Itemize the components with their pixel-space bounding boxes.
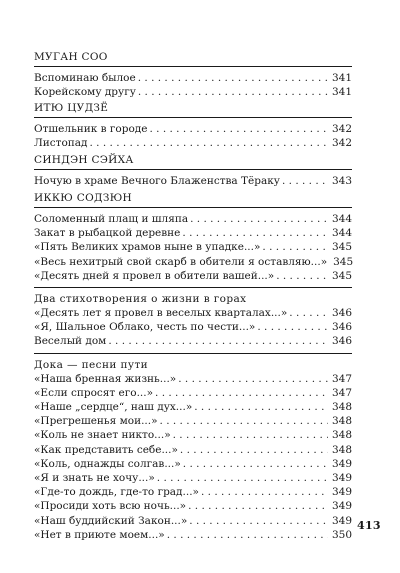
entry-title: «Как представить себе...» [34, 443, 178, 456]
dot-leader [157, 471, 328, 485]
dot-leader [178, 372, 328, 386]
toc-entry [34, 334, 352, 348]
dot-leader [194, 400, 328, 414]
toc-section-sinden-seyha [34, 153, 352, 188]
subsection-divider [34, 287, 352, 288]
dot-leader [149, 122, 328, 136]
dot-leader [282, 174, 328, 188]
dot-leader [183, 457, 328, 471]
toc-section-ikkyu-sodzyun [34, 191, 352, 542]
dot-leader [138, 85, 328, 99]
entry-title: «Просиди хоть всю ночь...» [34, 500, 187, 513]
toc-entry [34, 255, 352, 269]
entry-page-number: 345 [331, 269, 352, 282]
section-divider [34, 207, 352, 208]
toc-entry [34, 71, 352, 85]
entry-title: Отшельник в городе [34, 123, 148, 135]
toc-section-ityu-tsudzyo [34, 101, 352, 150]
dot-leader [138, 71, 328, 85]
entry-title: «Коль, однажды солгав...» [34, 457, 181, 470]
entry-title: «Коль не знает никто...» [34, 429, 171, 442]
entry-title: «Я, Шальное Облако, честь по чести...» [34, 321, 256, 334]
toc-entry [34, 443, 352, 457]
entry-page-number: 350 [331, 528, 352, 541]
toc-section-mugan-soo [34, 50, 352, 99]
toc-entry [34, 514, 352, 528]
entry-page-number: 342 [331, 123, 352, 135]
entry-title: Веселый дом [34, 335, 107, 348]
entry-page-number: 349 [331, 486, 352, 499]
toc-entry [34, 428, 352, 442]
entry-page-number: 348 [331, 401, 352, 414]
entry-page-number: 343 [331, 175, 352, 187]
entry-title: «Я и знать не хочу...» [34, 472, 155, 485]
entry-title: Соломенный плащ и шляпа [34, 213, 189, 225]
toc-entry [34, 485, 352, 499]
entry-page-number: 346 [331, 307, 352, 320]
section-heading: МУГАН СОО [34, 51, 108, 63]
entry-title: Вспоминаю былое [34, 72, 136, 84]
dot-leader [262, 240, 328, 254]
dot-leader [155, 386, 328, 400]
entry-page-number: 346 [331, 321, 352, 334]
section-heading: ИККЮ СОДЗЮН [34, 192, 132, 204]
entry-title: Закат в рыбацкой деревне [34, 227, 181, 240]
entry-page-number: 347 [331, 372, 352, 385]
section-divider [34, 66, 352, 67]
entry-title: «Десять дней я провел в обители вашей...» [34, 269, 275, 282]
section-divider [34, 117, 352, 118]
dot-leader [173, 428, 328, 442]
toc-entry [34, 457, 352, 471]
toc-entry [34, 306, 352, 320]
section-heading: СИНДЭН СЭЙХА [34, 154, 134, 166]
dot-leader [167, 528, 328, 542]
entry-page-number: 346 [331, 335, 352, 348]
section-heading: ИТЮ ЦУДЗЁ [34, 102, 109, 114]
entry-page-number: 349 [331, 500, 352, 513]
toc-entry [34, 174, 352, 188]
toc-entry [34, 212, 352, 226]
toc-entry [34, 85, 352, 99]
entry-page-number: 348 [331, 415, 352, 428]
entry-title: «Нет в приюте моем...» [34, 528, 165, 541]
entry-title: «Прегрешенья мои...» [34, 415, 158, 428]
dot-leader [108, 334, 328, 348]
section-divider [34, 169, 352, 170]
entry-title: «Наша бренная жизнь...» [34, 372, 177, 385]
entry-page-number: 349 [331, 514, 352, 527]
entry-title: Листопад [34, 137, 88, 150]
entry-page-number: 345 [331, 241, 352, 254]
dot-leader [188, 499, 328, 513]
toc-entry [34, 122, 352, 136]
entry-page-number: 348 [331, 443, 352, 456]
entry-title: «Пять Великих храмов ныне в упадке...» [34, 241, 261, 254]
dot-leader [276, 269, 328, 283]
toc-entry [34, 240, 352, 254]
dot-leader [182, 226, 328, 240]
entry-title: Ночую в храме Вечного Блаженства Тёраку [34, 175, 280, 187]
page-folio-number: 413 [357, 519, 381, 532]
entry-page-number: 344 [331, 227, 352, 240]
entry-page-number: 347 [331, 386, 352, 399]
entry-title: Корейскому другу [34, 86, 136, 99]
toc-entry [34, 226, 352, 240]
toc-entry [34, 499, 352, 513]
toc-entry [34, 400, 352, 414]
entry-title: «Наш буддийский Закон...» [34, 514, 188, 527]
entry-page-number: 348 [331, 429, 352, 442]
toc-entry [34, 269, 352, 283]
dot-leader [257, 320, 328, 334]
dot-leader [180, 443, 328, 457]
entry-title: «Наше „сердце“, наш дух...» [34, 401, 193, 414]
toc-entry [34, 471, 352, 485]
subsection-heading: Два стихотворения о жизни в горах [34, 293, 247, 306]
dot-leader [160, 414, 328, 428]
toc-entry [34, 386, 352, 400]
toc-entry [34, 320, 352, 334]
entry-page-number: 349 [331, 457, 352, 470]
entry-page-number: 345 [333, 255, 354, 268]
entry-title: «Десять лет я провел в веселых кварталах...» [34, 307, 288, 320]
entry-title: «Весь нехитрый свой скарб в обители я оставляю...» [34, 255, 328, 268]
toc-entry [34, 372, 352, 386]
subsection-heading: Дока — песни пути [34, 358, 149, 371]
entry-page-number: 342 [331, 137, 352, 150]
toc-entry [34, 136, 352, 150]
dot-leader [190, 212, 328, 226]
entry-page-number: 349 [331, 472, 352, 485]
entry-title: «Где-то дождь, где-то град...» [34, 486, 199, 499]
toc-entry [34, 414, 352, 428]
toc-entry [34, 528, 352, 542]
entry-page-number: 344 [331, 213, 352, 225]
entry-page-number: 341 [331, 86, 352, 99]
entry-title: «Если спросят его...» [34, 386, 154, 399]
entry-page-number: 341 [331, 72, 352, 84]
dot-leader [189, 514, 328, 528]
dot-leader [201, 485, 328, 499]
dot-leader [90, 136, 329, 150]
subsection-divider [34, 353, 352, 354]
dot-leader [289, 306, 328, 320]
